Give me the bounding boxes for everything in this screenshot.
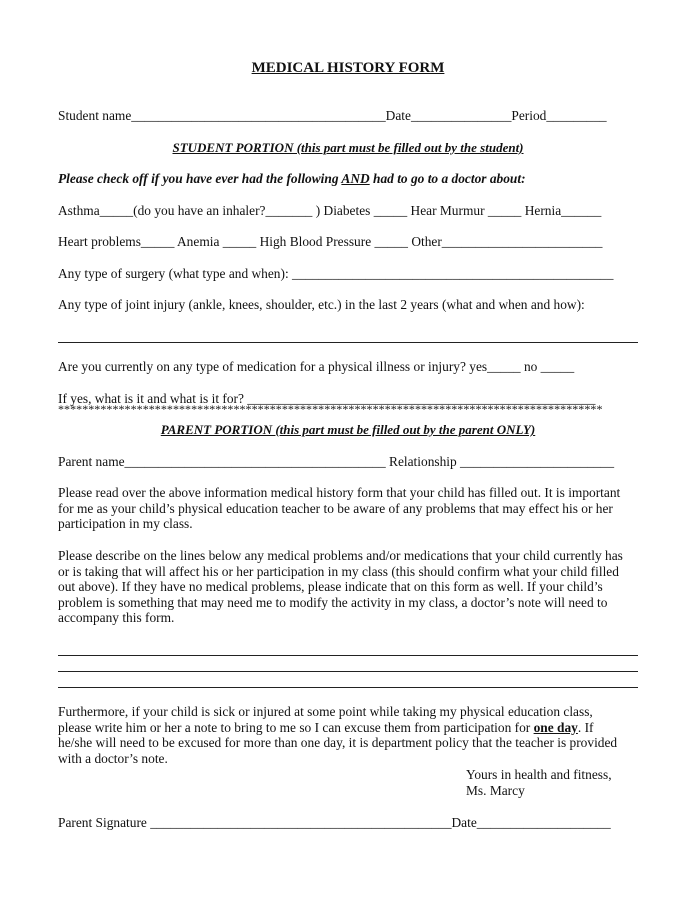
parent-signature-line[interactable]: Parent Signature _____________________________________________Date____________________	[58, 815, 611, 830]
paragraph-1-line: participation in my class.	[58, 516, 193, 532]
section-separator: ******************************************************************************************	[58, 402, 603, 416]
checkoff-prefix: Please check off if you have ever had the following	[58, 171, 342, 186]
joint-injury-answer-line[interactable]	[58, 342, 638, 343]
paragraph-3-line: Furthermore, if your child is sick or injured at some point while taking my physical education class,	[58, 704, 593, 719]
paragraph-1-line: for me as your child’s physical education teacher to be aware of any problems that may effect his or her	[58, 500, 613, 516]
medication-question[interactable]: Are you currently on any type of medication for a physical illness or injury? yes_____ no _____	[58, 359, 575, 374]
paragraph-3-line: with a doctor’s note.	[58, 750, 168, 766]
conditions-line-2[interactable]: Heart problems_____ Anemia _____ High Blood Pressure _____ Other________________________	[58, 234, 603, 249]
paragraph-2-line: problem is something that may need me to modify the activity in my class, a doctor’s note will need to	[58, 594, 608, 610]
parent-answer-line-3[interactable]	[58, 687, 638, 688]
form-title: MEDICAL HISTORY FORM	[251, 60, 445, 76]
closing-text: Yours in health and fitness,	[466, 767, 612, 782]
paragraph-2	[58, 548, 640, 626]
parent-name-line[interactable]: Parent name_______________________________________ Relationship _______________________	[58, 454, 615, 469]
paragraph-1-line: Please read over the above information medical history form that your child has filled out. It is important	[58, 485, 621, 500]
paragraph-2-line: accompany this form.	[58, 610, 175, 626]
parent-section-title: PARENT PORTION (this part must be filled out by the parent ONLY)	[160, 422, 536, 437]
if-yes-line[interactable]: If yes, what is it and what is it for? ____________________________________________________	[58, 391, 596, 406]
checkoff-suffix: had to go to a doctor about:	[369, 171, 526, 186]
checkoff-instruction	[58, 171, 526, 187]
conditions-line-1[interactable]: Asthma_____(do you have an inhaler?_______ ) Diabetes _____ Hear Murmur _____ Hernia______	[58, 203, 602, 218]
parent-answer-line-2[interactable]	[58, 671, 638, 672]
paragraph-3-line	[58, 720, 640, 736]
teacher-name: Ms. Marcy	[466, 783, 525, 798]
paragraph-1	[58, 485, 640, 532]
surgery-line[interactable]: Any type of surgery (what type and when): ________________________________________________	[58, 266, 614, 281]
paragraph-2-line: out above). If they have no medical problems, please indicate that on this form as well. If your child’s	[58, 579, 603, 595]
student-header-line[interactable]: Student name______________________________________Date_______________Period_________	[58, 108, 607, 123]
checkoff-and: AND	[341, 171, 370, 186]
paragraph-3-text: . If	[577, 719, 594, 735]
paragraph-2-line: Please describe on the lines below any medical problems and/or medications that your child currently has	[58, 548, 623, 563]
parent-answer-line-1[interactable]	[58, 655, 638, 656]
joint-injury-question: Any type of joint injury (ankle, knees, shoulder, etc.) in the last 2 years (what and when and how):	[58, 297, 585, 312]
student-section-title: STUDENT PORTION (this part must be filled out by the student)	[172, 140, 524, 155]
one-day-emphasis: one day	[533, 719, 578, 735]
paragraph-3-line: he/she will need to be excused for more than one day, it is department policy that the teacher is provided	[58, 735, 618, 751]
paragraph-2-line: or is taking that will affect his or her participation in my class (this should confirm what your child filled	[58, 563, 619, 579]
paragraph-3-text: please write him or her a note to bring to me so I can excuse them from participation for	[58, 719, 534, 735]
paragraph-3	[58, 704, 640, 766]
